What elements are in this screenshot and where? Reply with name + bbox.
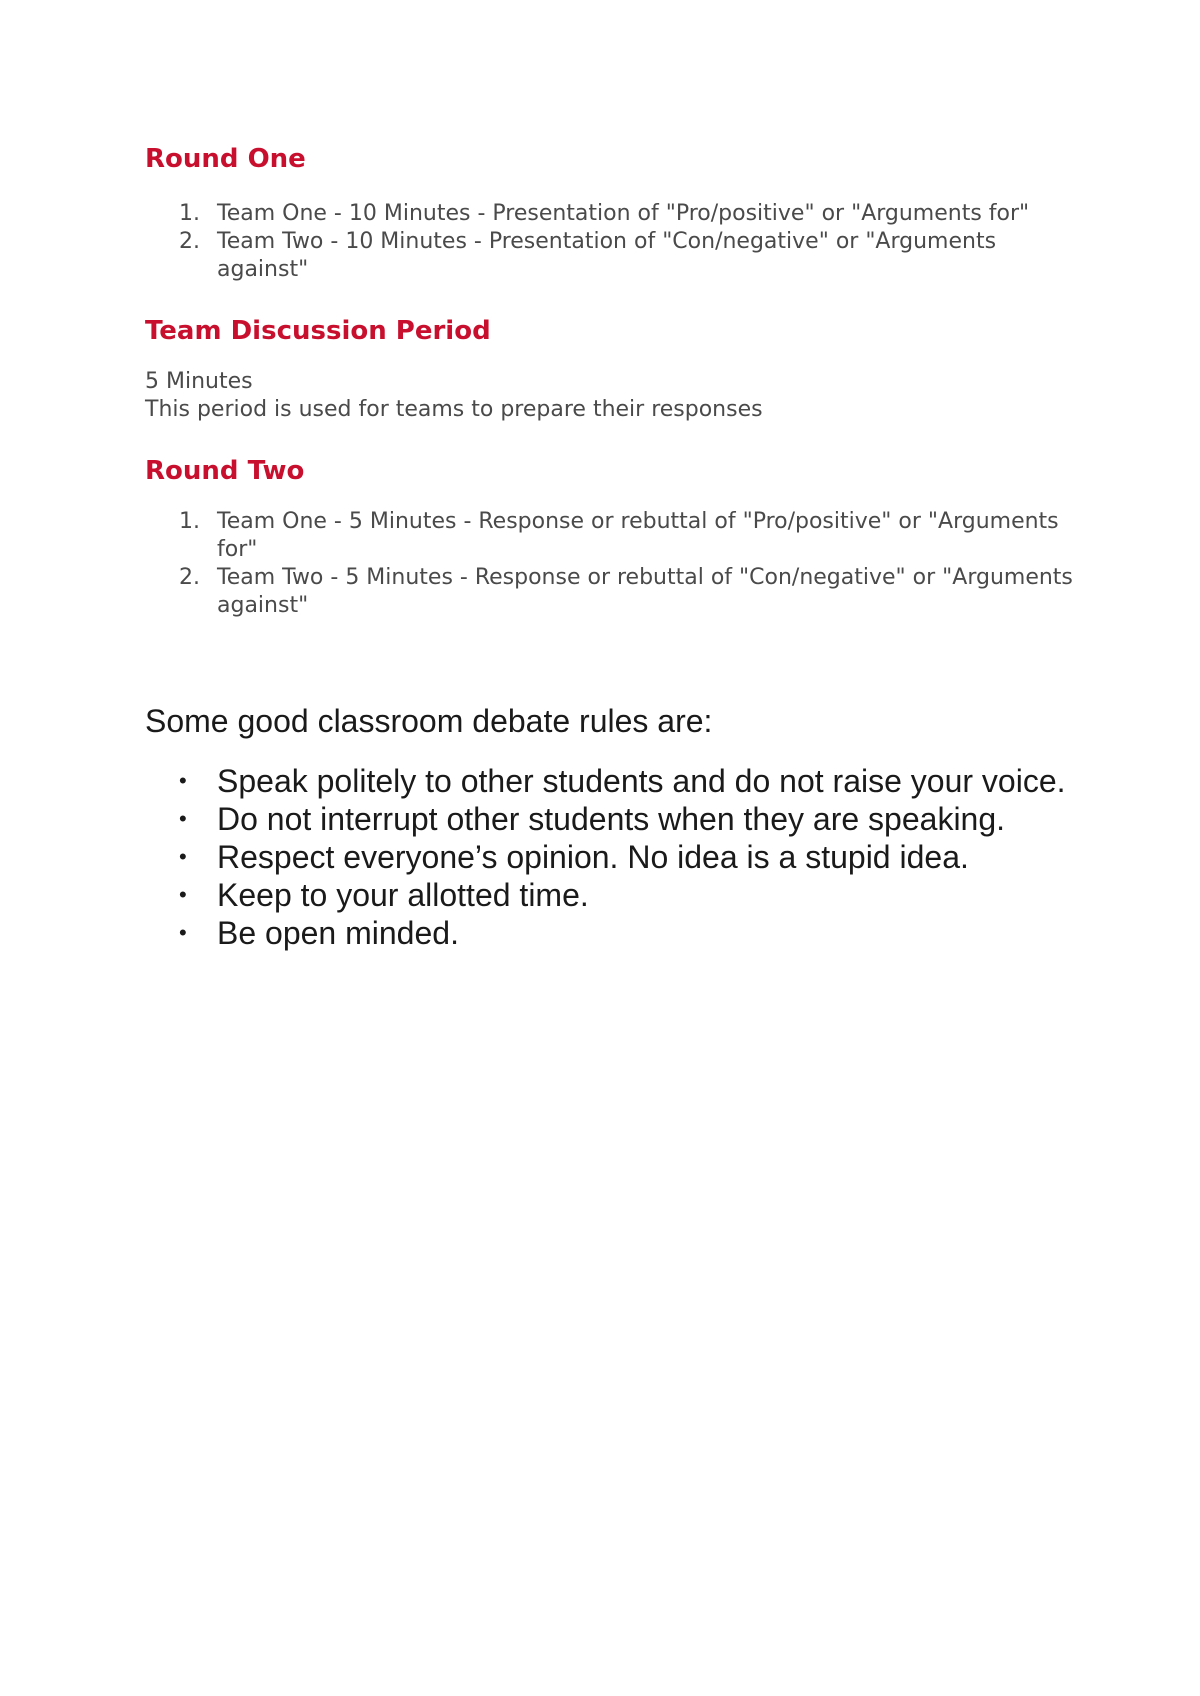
list-item-number: 2. bbox=[179, 229, 200, 254]
round-one-heading: Round One bbox=[145, 144, 306, 174]
document-page bbox=[145, 142, 1085, 952]
rules-list bbox=[145, 762, 1085, 952]
round-two-list bbox=[145, 508, 1085, 620]
list-item bbox=[145, 228, 1085, 284]
rule-item bbox=[145, 762, 1085, 800]
list-item-text: Team Two - 10 Minutes - Presentation of "Con/negative" or "Arguments against" bbox=[217, 229, 997, 282]
rule-item bbox=[145, 876, 1085, 914]
bullet-icon: • bbox=[179, 768, 187, 793]
list-item bbox=[145, 508, 1085, 564]
list-item bbox=[145, 564, 1085, 620]
rule-text: Be open minded. bbox=[217, 915, 459, 951]
list-item-number: 1. bbox=[179, 201, 200, 226]
list-item-number: 2. bbox=[179, 565, 200, 590]
debate-rules-section bbox=[145, 702, 1085, 952]
bullet-icon: • bbox=[179, 882, 187, 907]
bullet-icon: • bbox=[179, 844, 187, 869]
discussion-duration: 5 Minutes bbox=[145, 369, 253, 394]
list-item-text: Team One - 5 Minutes - Response or rebuttal of "Pro/positive" or "Arguments for" bbox=[217, 509, 1059, 562]
rule-item bbox=[145, 914, 1085, 952]
rule-text: Respect everyone’s opinion. No idea is a stupid idea. bbox=[217, 839, 969, 875]
round-two-heading: Round Two bbox=[145, 456, 305, 486]
rule-item bbox=[145, 800, 1085, 838]
list-item-text: Team One - 10 Minutes - Presentation of "Pro/positive" or "Arguments for" bbox=[217, 201, 1030, 226]
rule-text: Do not interrupt other students when they are speaking. bbox=[217, 801, 1006, 837]
rule-item bbox=[145, 838, 1085, 876]
bullet-icon: • bbox=[179, 920, 187, 945]
rule-text: Speak politely to other students and do not raise your voice. bbox=[217, 763, 1066, 799]
discussion-block bbox=[145, 368, 1085, 424]
list-item-number: 1. bbox=[179, 509, 200, 534]
list-item-text: Team Two - 5 Minutes - Response or rebuttal of "Con/negative" or "Arguments against" bbox=[217, 565, 1073, 618]
bullet-icon: • bbox=[179, 806, 187, 831]
discussion-description: This period is used for teams to prepare their responses bbox=[145, 397, 763, 422]
rules-intro: Some good classroom debate rules are: bbox=[145, 703, 713, 739]
rule-text: Keep to your allotted time. bbox=[217, 877, 589, 913]
team-discussion-heading: Team Discussion Period bbox=[145, 316, 491, 346]
round-one-list bbox=[145, 200, 1085, 284]
list-item bbox=[145, 200, 1085, 228]
